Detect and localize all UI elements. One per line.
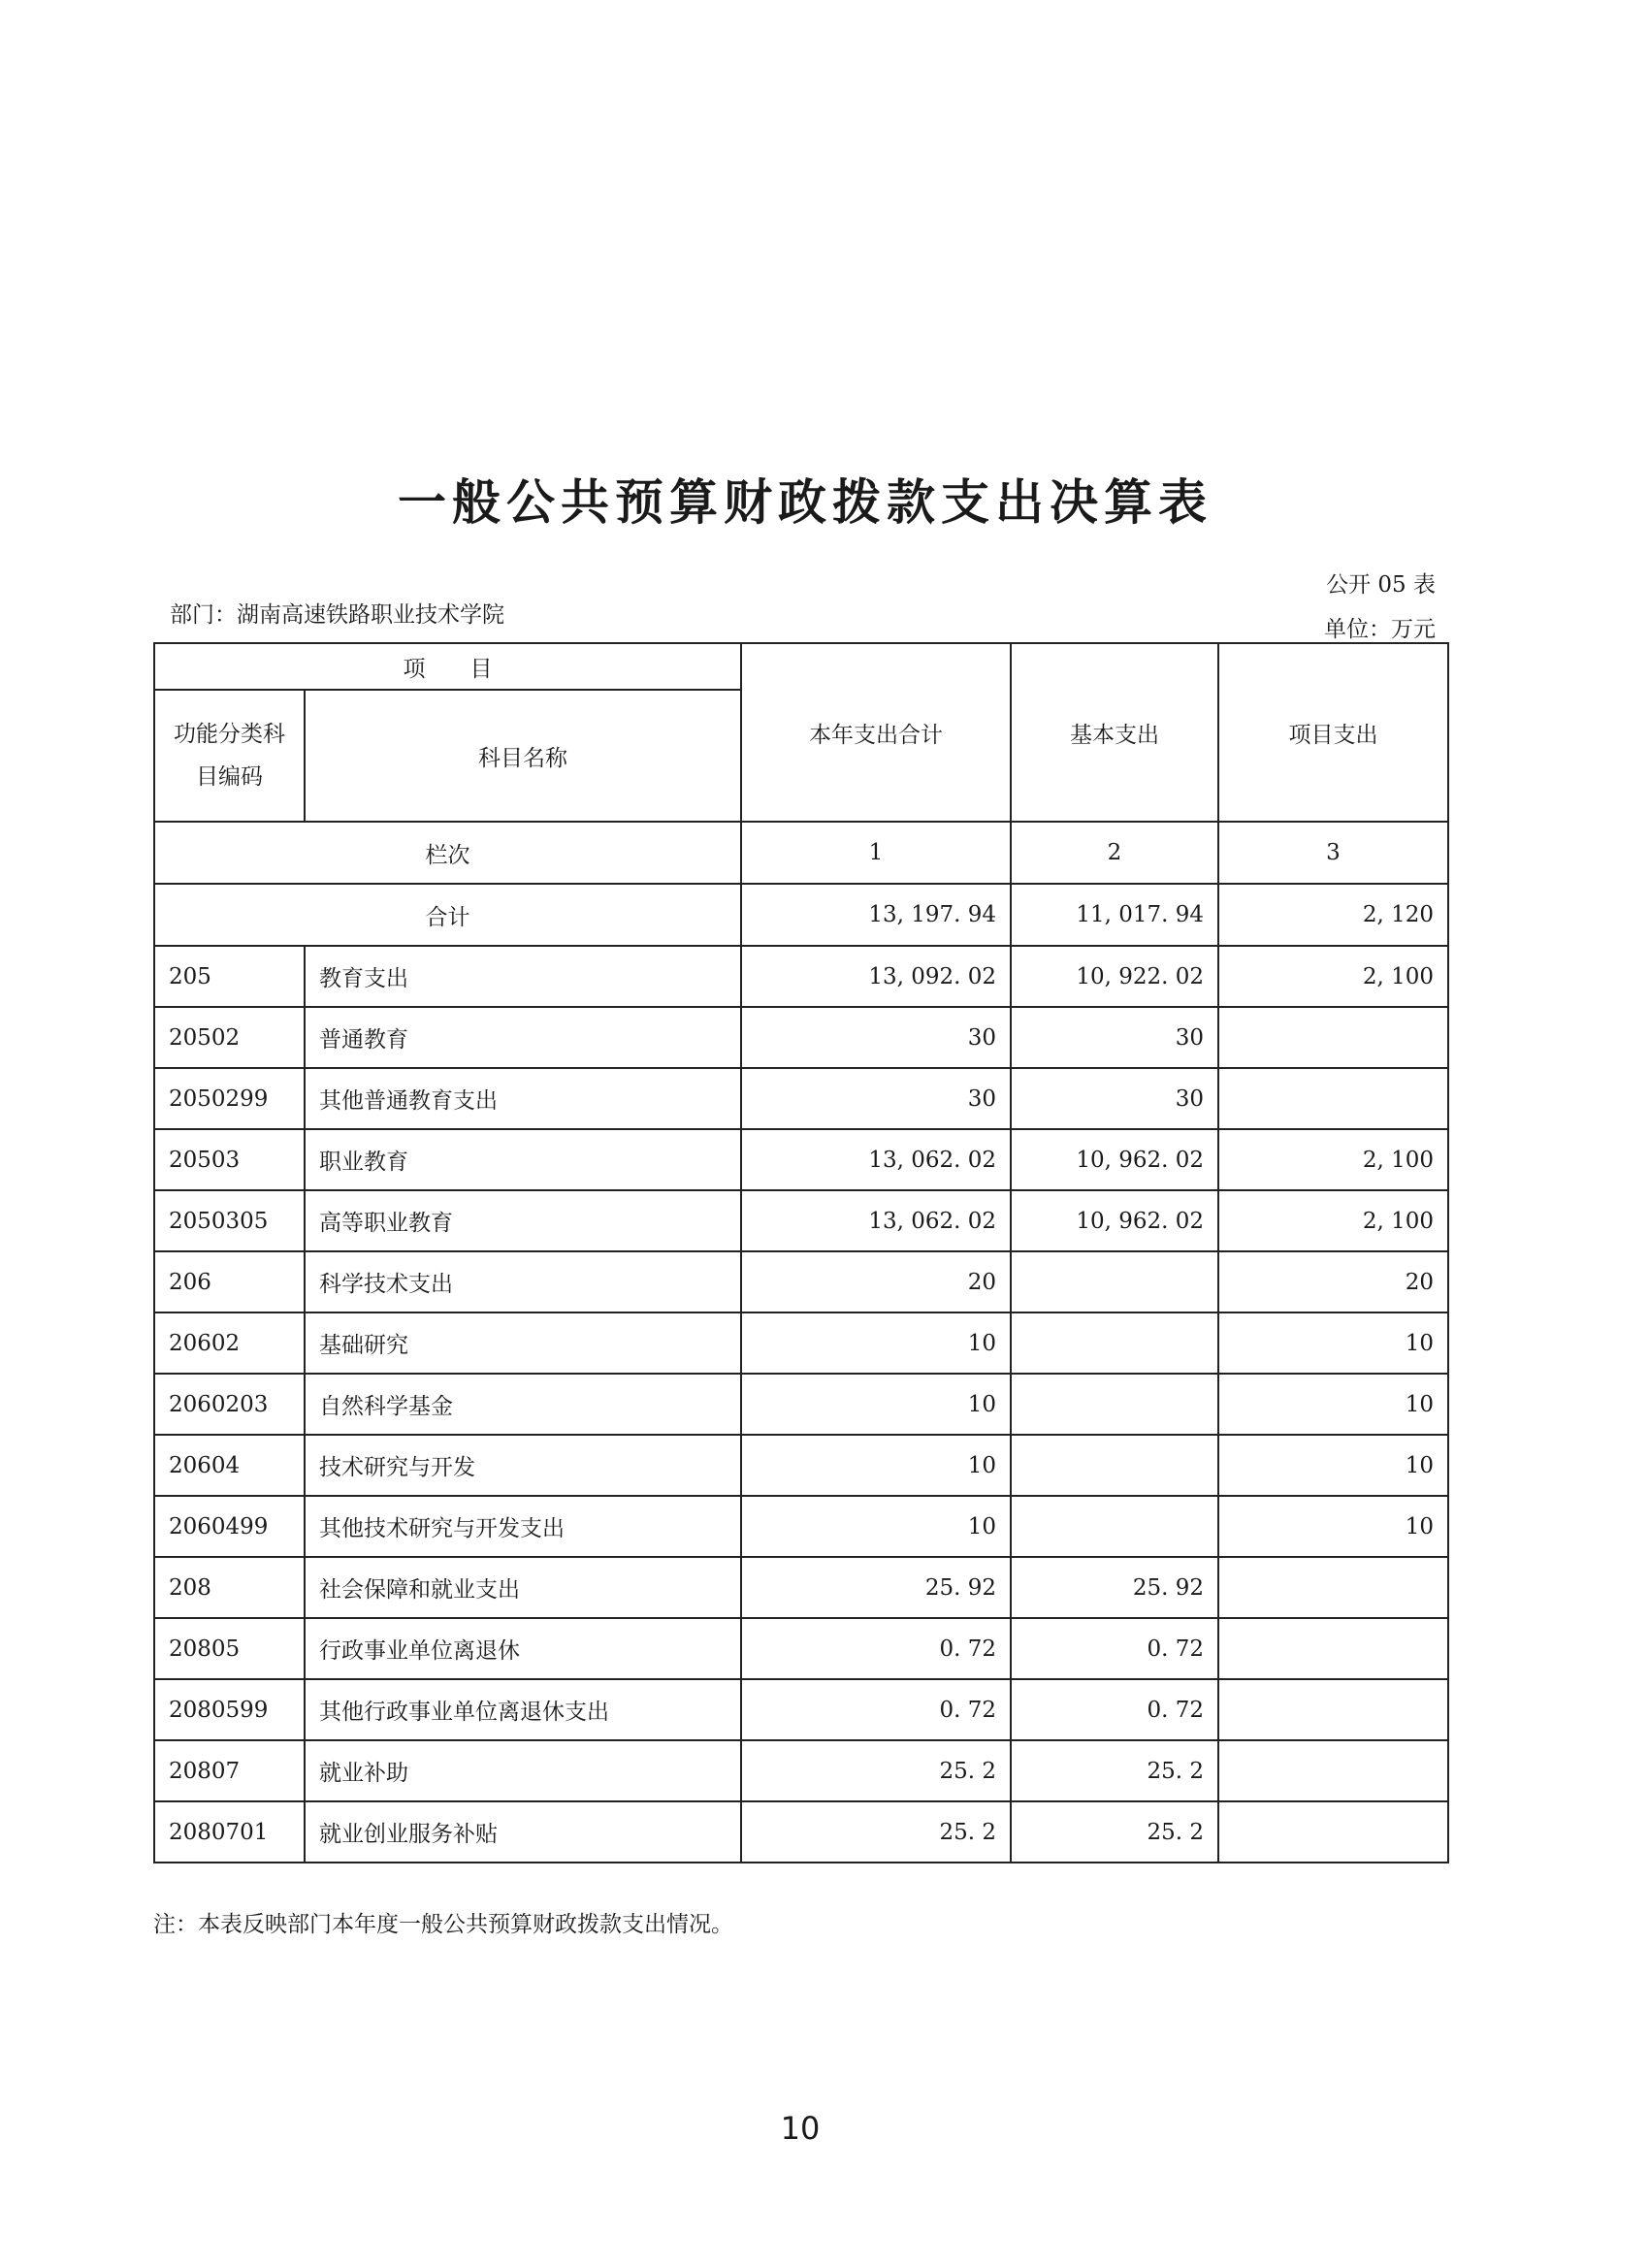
row-name: 其他技术研究与开发支出 <box>305 1496 741 1557</box>
sum-total: 13, 197. 94 <box>741 884 1011 946</box>
table-row <box>154 1679 1448 1740</box>
row-total: 25. 2 <box>741 1801 1011 1863</box>
sum-project: 2, 120 <box>1218 884 1448 946</box>
table-row <box>154 1251 1448 1312</box>
row-basic <box>1011 1251 1218 1312</box>
row-code: 20807 <box>154 1740 305 1801</box>
column-index-1: 1 <box>741 822 1011 884</box>
table-row <box>154 1801 1448 1863</box>
table-row <box>154 1374 1448 1435</box>
table-row <box>154 946 1448 1007</box>
row-project: 2, 100 <box>1218 1129 1448 1190</box>
header-code: 功能分类科目编码 <box>154 690 305 822</box>
row-name: 其他普通教育支出 <box>305 1068 741 1129</box>
row-basic <box>1011 1312 1218 1374</box>
row-total: 13, 062. 02 <box>741 1190 1011 1251</box>
row-project: 10 <box>1218 1374 1448 1435</box>
row-total: 0. 72 <box>741 1679 1011 1740</box>
row-project: 2, 100 <box>1218 1190 1448 1251</box>
department-label: 部门：湖南高速铁路职业技术学院 <box>170 602 504 628</box>
row-total: 13, 092. 02 <box>741 946 1011 1007</box>
table-row <box>154 1007 1448 1068</box>
form-number: 公开 05 表 <box>1326 572 1436 598</box>
table-note: 注：本表反映部门本年度一般公共预算财政拨款支出情况。 <box>153 1912 733 1937</box>
row-basic <box>1011 1496 1218 1557</box>
row-code: 20805 <box>154 1618 305 1679</box>
row-basic: 25. 2 <box>1011 1801 1218 1863</box>
sum-basic: 11, 017. 94 <box>1011 884 1218 946</box>
row-basic: 10, 962. 02 <box>1011 1129 1218 1190</box>
row-basic: 10, 922. 02 <box>1011 946 1218 1007</box>
header-project: 项目支出 <box>1218 643 1448 822</box>
row-code: 2060499 <box>154 1496 305 1557</box>
row-basic: 0. 72 <box>1011 1618 1218 1679</box>
row-code: 208 <box>154 1557 305 1618</box>
sum-label: 合计 <box>154 884 741 946</box>
row-total: 10 <box>741 1496 1011 1557</box>
row-code: 20604 <box>154 1435 305 1496</box>
row-total: 10 <box>741 1312 1011 1374</box>
row-project: 2, 100 <box>1218 946 1448 1007</box>
column-index-3: 3 <box>1218 822 1448 884</box>
row-name: 高等职业教育 <box>305 1190 741 1251</box>
column-index-row <box>154 822 1448 884</box>
row-project: 20 <box>1218 1251 1448 1312</box>
row-code: 20602 <box>154 1312 305 1374</box>
row-name: 科学技术支出 <box>305 1251 741 1312</box>
row-name: 教育支出 <box>305 946 741 1007</box>
sum-row <box>154 884 1448 946</box>
row-project: 10 <box>1218 1312 1448 1374</box>
table-row <box>154 1312 1448 1374</box>
row-project <box>1218 1007 1448 1068</box>
table-row <box>154 1740 1448 1801</box>
row-total: 25. 92 <box>741 1557 1011 1618</box>
header-basic: 基本支出 <box>1011 643 1218 822</box>
row-code: 20503 <box>154 1129 305 1190</box>
row-project: 10 <box>1218 1496 1448 1557</box>
table-row <box>154 1618 1448 1679</box>
header-total: 本年支出合计 <box>741 643 1011 822</box>
row-project: 10 <box>1218 1435 1448 1496</box>
row-name: 技术研究与开发 <box>305 1435 741 1496</box>
row-project <box>1218 1740 1448 1801</box>
row-project <box>1218 1618 1448 1679</box>
unit-label: 单位：万元 <box>1324 617 1436 642</box>
row-name: 社会保障和就业支出 <box>305 1557 741 1618</box>
row-code: 2060203 <box>154 1374 305 1435</box>
row-code: 20502 <box>154 1007 305 1068</box>
header-item: 项 目 <box>154 643 741 690</box>
row-basic <box>1011 1374 1218 1435</box>
row-basic: 30 <box>1011 1007 1218 1068</box>
expenditure-table <box>153 642 1449 1863</box>
row-total: 10 <box>741 1374 1011 1435</box>
row-code: 2080701 <box>154 1801 305 1863</box>
row-basic <box>1011 1435 1218 1496</box>
row-project <box>1218 1557 1448 1618</box>
table-row <box>154 1557 1448 1618</box>
row-name: 自然科学基金 <box>305 1374 741 1435</box>
header-row-1 <box>154 643 1448 690</box>
row-total: 13, 062. 02 <box>741 1129 1011 1190</box>
column-index-2: 2 <box>1011 822 1218 884</box>
row-total: 30 <box>741 1007 1011 1068</box>
row-project <box>1218 1068 1448 1129</box>
row-code: 2080599 <box>154 1679 305 1740</box>
row-total: 30 <box>741 1068 1011 1129</box>
row-name: 基础研究 <box>305 1312 741 1374</box>
table-row <box>154 1496 1448 1557</box>
table-row <box>154 1129 1448 1190</box>
page-title: 一般公共预算财政拨款支出决算表 <box>398 474 1212 531</box>
row-project <box>1218 1679 1448 1740</box>
row-basic: 0. 72 <box>1011 1679 1218 1740</box>
row-total: 0. 72 <box>741 1618 1011 1679</box>
row-code: 2050299 <box>154 1068 305 1129</box>
column-index-label: 栏次 <box>154 822 741 884</box>
table-row <box>154 1435 1448 1496</box>
table-row <box>154 1190 1448 1251</box>
row-code: 205 <box>154 946 305 1007</box>
row-name: 其他行政事业单位离退休支出 <box>305 1679 741 1740</box>
row-name: 就业创业服务补贴 <box>305 1801 741 1863</box>
row-basic: 30 <box>1011 1068 1218 1129</box>
row-code: 2050305 <box>154 1190 305 1251</box>
table-row <box>154 1068 1448 1129</box>
row-project <box>1218 1801 1448 1863</box>
row-basic: 25. 92 <box>1011 1557 1218 1618</box>
row-name: 就业补助 <box>305 1740 741 1801</box>
row-basic: 25. 2 <box>1011 1740 1218 1801</box>
row-name: 职业教育 <box>305 1129 741 1190</box>
row-basic: 10, 962. 02 <box>1011 1190 1218 1251</box>
row-code: 206 <box>154 1251 305 1312</box>
header-name: 科目名称 <box>305 690 741 822</box>
row-name: 行政事业单位离退休 <box>305 1618 741 1679</box>
page-number: 10 <box>780 2110 821 2147</box>
row-total: 10 <box>741 1435 1011 1496</box>
row-total: 25. 2 <box>741 1740 1011 1801</box>
row-name: 普通教育 <box>305 1007 741 1068</box>
row-total: 20 <box>741 1251 1011 1312</box>
